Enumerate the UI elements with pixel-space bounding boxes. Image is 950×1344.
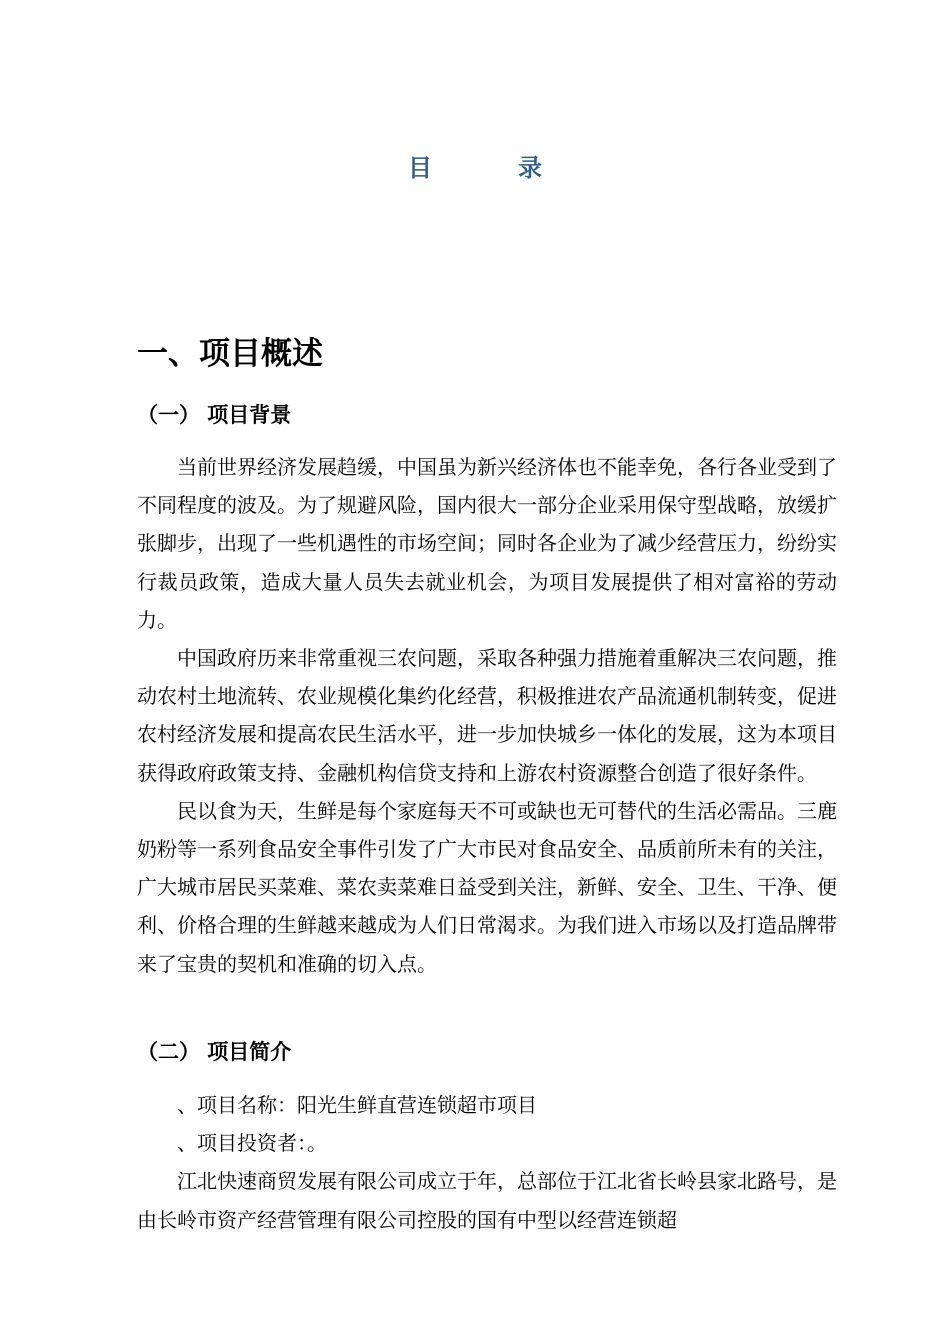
subsection-heading-background: （一） 项目背景 — [137, 403, 292, 427]
section-heading-overview: 一、项目概述 — [137, 336, 323, 372]
introduction-text-block — [137, 1086, 837, 1239]
background-text-block — [137, 448, 837, 983]
toc-title — [0, 150, 950, 186]
paragraph: 民以食为天，生鲜是每个家庭每天不可或缺也无可替代的生活必需品。三鹿奶粉等一系列食品安全事件引发了广大市民对食品安全、品质前所未有的关注，广大城市居民买菜难、菜农卖菜难日益受到关注，新鲜、安全、卫生、干净、便利、价格合理的生鲜越来越成为人们日常渴求。为我们进入市场以及打造品牌带来了宝贵的契机和准确的切入点。 — [137, 798, 837, 976]
paragraph: 、项目投资者：。 — [177, 1131, 327, 1156]
paragraph: 、项目名称：阳光生鲜直营连锁超市项目 — [177, 1093, 537, 1117]
paragraph: 江北快速商贸发展有限公司成立于年，总部位于江北省长岭县家北路号，是由长岭市资产经营管理有限公司控股的国有中型以经营连锁超 — [137, 1169, 837, 1232]
toc-title-char-2: 录 — [518, 154, 542, 182]
paragraph: 中国政府历来非常重视三农问题，采取各种强力措施着重解决三农问题，推动农村土地流转、农业规模化集约化经营，积极推进农产品流通机制转变，促进农村经济发展和提高农民生活水平，进一步加快城乡一体化的发展，这为本项目获得政府政策支持、金融机构信贷支持和上游农村资源整合创造了很好条件。 — [137, 646, 837, 785]
subsection-heading-introduction: （二） 项目简介 — [137, 1040, 292, 1064]
toc-title-char-1: 目 — [408, 154, 432, 182]
paragraph: 当前世界经济发展趋缓，中国虽为新兴经济体也不能幸免，各行各业受到了不同程度的波及。为了规避风险，国内很大一部分企业采用保守型战略，放缓扩张脚步，出现了一些机遇性的市场空间；同时各企业为了减少经营压力，纷纷实行裁员政策，造成大量人员失去就业机会，为项目发展提供了相对富裕的劳动力。 — [137, 455, 837, 632]
